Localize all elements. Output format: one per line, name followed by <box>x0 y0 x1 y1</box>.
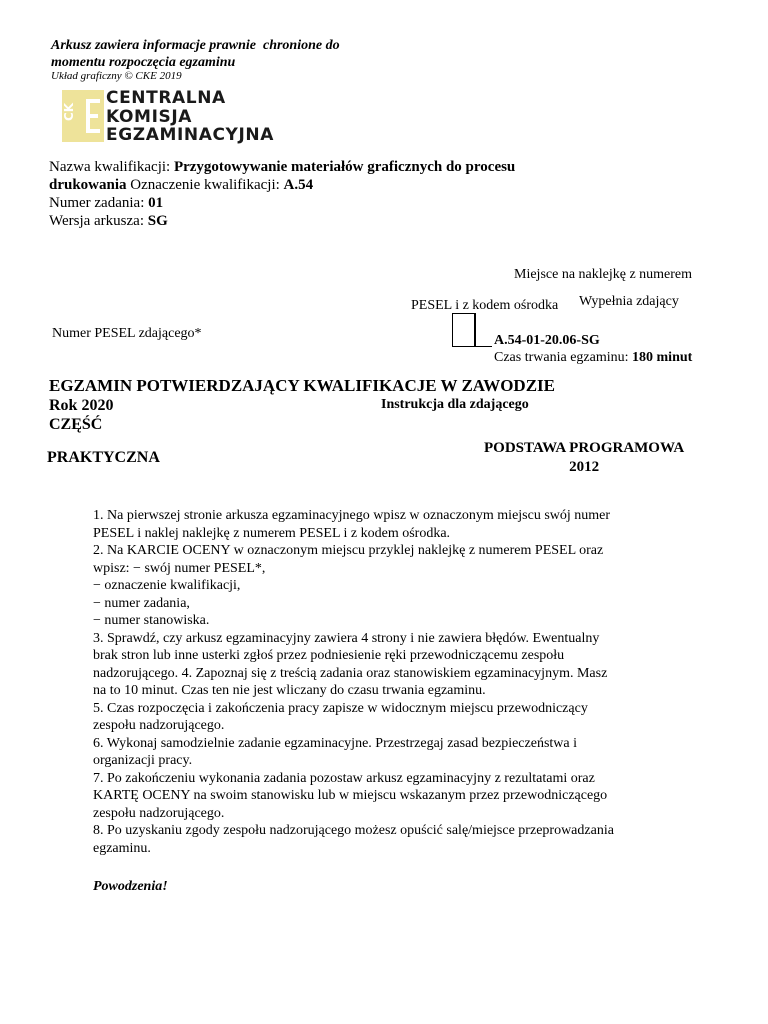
sheet-version <box>49 212 168 230</box>
logo-line-2: KOMISJA <box>106 106 193 127</box>
instruction-line: organizacji pracy. <box>93 753 193 768</box>
pesel-box[interactable] <box>452 313 476 347</box>
exam-part-label: CZĘŚĆ <box>49 416 103 433</box>
sticker-place-label-2: PESEL i z kodem ośrodka <box>411 298 559 313</box>
exam-part-value: PRAKTYCZNA <box>47 449 160 466</box>
instruction-line: − oznaczenie kwalifikacji, <box>93 578 241 593</box>
instruction-line: zespołu nadzorującego. <box>93 805 225 821</box>
pesel-label: Numer PESEL zdającego* <box>52 326 202 341</box>
copyright-text: Układ graficzny © CKE 2019 <box>51 70 182 82</box>
closing-text: Powodzenia! <box>93 879 168 894</box>
task-number-label: Numer zadania: <box>49 195 145 211</box>
instruction-line: 7. Po zakończeniu wykonania zadania pozostaw arkusz egzaminacyjny z rezultatami oraz <box>93 770 595 786</box>
qualification-name-line-2 <box>49 176 313 194</box>
curriculum-label: PODSTAWA PROGRAMOWA <box>484 440 685 456</box>
instruction-line: 1. Na pierwszej stronie arkusza egzaminacyjnego wpisz w oznaczonym miejscu swój numer <box>93 508 611 523</box>
qualification-name-value: Przygotowywanie materiałów graficznych do procesu <box>173 159 516 175</box>
instruction-line: 3. Sprawdź, czy arkusz egzaminacyjny zawiera 4 strony i nie zawiera błędów. Ewentualny <box>93 630 600 646</box>
instruction-line: KARTĘ OCENY na swoim stanowisku lub w miejscu wskazanym przez przewodniczącego <box>93 788 608 803</box>
exam-duration <box>494 350 692 366</box>
notice-line-1: Arkusz zawiera informacje prawnie chronione do <box>51 38 340 53</box>
logo-wordmark <box>106 89 274 145</box>
instruction-line: zespołu nadzorującego. <box>93 718 225 733</box>
sticker-place-label-1: Miejsce na naklejkę z numerem <box>514 267 693 282</box>
instructions-list <box>93 507 693 857</box>
cke-logo <box>62 89 282 145</box>
instruction-line: − numer stanowiska. <box>93 613 210 628</box>
instruction-line: − numer zadania, <box>93 595 190 611</box>
instruction-line: wpisz: − swój numer PESEL*, <box>93 560 266 576</box>
sheet-version-value: SG <box>147 213 168 229</box>
instruction-line: egzaminu. <box>93 840 151 856</box>
cke-logo-mark <box>62 90 104 142</box>
curriculum-year: 2012 <box>569 459 600 475</box>
instruction-line: 5. Czas rozpoczęcia i zakończenia pracy zapisze w widocznym miejscu przewodniczący <box>93 700 588 716</box>
sheet-version-label: Wersja arkusza: <box>49 213 144 229</box>
qualification-code-value: A.54 <box>283 177 314 193</box>
exam-duration-value: 180 minut <box>632 350 693 365</box>
task-number-value: 01 <box>148 195 164 211</box>
pesel-box-divider <box>474 313 475 346</box>
instruction-line: PESEL i naklej naklejkę z numerem PESEL i z kodem ośrodka. <box>93 525 451 541</box>
exam-duration-label: Czas trwania egzaminu: <box>494 350 629 365</box>
notice-line-2: momentu rozpoczęcia egzaminu <box>51 55 236 70</box>
exam-title: EGZAMIN POTWIERDZAJĄCY KWALIFIKACJE W ZAWODZIE <box>49 376 555 395</box>
instruction-line: 8. Po uzyskaniu zgody zespołu nadzorującego możesz opuścić salę/miejsce przeprowadzania <box>93 823 614 838</box>
filled-by-candidate-label: Wypełnia zdający <box>579 294 679 309</box>
instruction-line: nadzorującego. 4. Zapoznaj się z treścią zadania oraz stanowiskiem egzaminacyjnym. Masz <box>93 665 608 681</box>
task-number <box>49 194 163 212</box>
instruction-line: 2. Na KARCIE OCENY w oznaczonym miejscu przyklej naklejkę z numerem PESEL oraz <box>93 543 604 558</box>
curriculum-basis <box>484 439 684 477</box>
qualification-code-label: Oznaczenie kwalifikacji: <box>130 177 280 193</box>
logo-line-3: EGZAMINACYJNA <box>106 125 274 145</box>
qualification-name-value-cont: drukowania <box>49 177 127 193</box>
instructions-heading: Instrukcja dla zdającego <box>381 397 529 412</box>
instruction-line: na to 10 minut. Czas ten nie jest wliczany do czasu trwania egzaminu. <box>93 683 486 698</box>
instruction-line: 6. Wykonaj samodzielnie zadanie egzaminacyjne. Przestrzegaj zasad bezpieczeństwa i <box>93 735 578 751</box>
qualification-name-label: Nazwa kwalifikacji: <box>49 159 171 175</box>
qualification-name-line-1 <box>49 158 515 176</box>
logo-line-1: CENTRALNA <box>106 88 226 108</box>
logo-mark-text: CK <box>62 102 76 121</box>
sheet-code: A.54-01-20.06-SG <box>494 333 600 348</box>
pesel-underline <box>452 346 492 347</box>
exam-year: Rok 2020 <box>49 397 114 414</box>
instruction-line: brak stron lub inne usterki zgłoś przez podniesienie ręki przewodniczącemu zespołu <box>93 648 565 663</box>
confidentiality-notice <box>51 37 340 71</box>
